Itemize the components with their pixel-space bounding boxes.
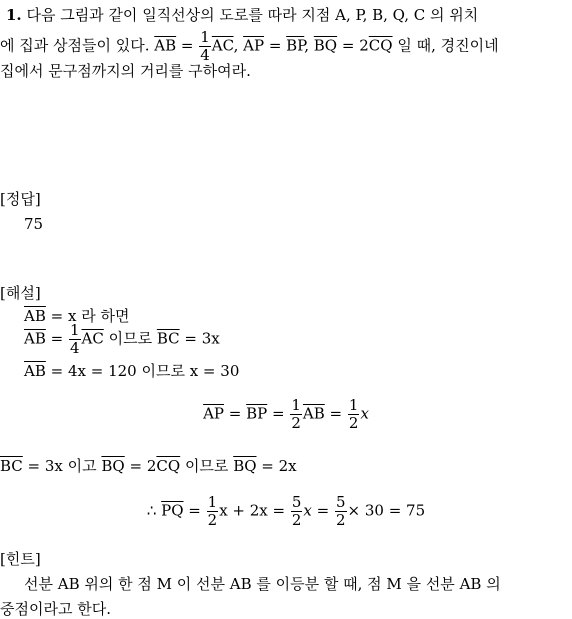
fraction-one-half: $\frac{1}{2}$ (291, 396, 301, 432)
hint-header: [힌트] (0, 550, 41, 568)
solution-equation-1: $\overline{AP} = \overline{BP}$ = $\frac{1}{2}$ $\overline{AB}$ = $\frac{1}{2}$ x (203, 396, 369, 432)
solution-line-3: $\overline{AB} = 4x = 120$ 이므로 x = 30 (24, 362, 240, 380)
solution-line-4: $\overline{BC} = 3x$ 이고 $\overline{BQ} = 2\overline{CQ}$ 이므로 $\overline{BQ} = 2x$ (0, 457, 297, 475)
solution-header: [해설] (0, 284, 41, 302)
answer-value: 75 (24, 215, 44, 233)
segment-ab: $\overline{AB}$ (154, 36, 177, 55)
solution-equation-2: ∴ $\overline{PQ}$ = $\frac{1}{2}$ x + 2x = $\frac{5}{2}$ x = $\frac{5}{2}$ × 30 = 75 (146, 493, 426, 529)
fraction-one-quarter: $\frac{1}{4}$ (69, 321, 80, 357)
hint-line-2: 중점이라고 한다. (0, 600, 111, 618)
problem-line-3: 집에서 문구점까지의 거리를 구하여라. (0, 62, 251, 80)
fraction-one-half: $\frac{1}{2}$ (348, 396, 359, 432)
problem-number: 1. (6, 6, 22, 24)
solution-line-2: $\overline{AB}$ = $\frac{1}{4}$ $\overline{AC}$ 이므로 $\overline{BC} = 3x$ (24, 321, 220, 357)
fraction-one-half: $\frac{1}{2}$ (207, 493, 218, 529)
fraction-one-quarter: $\frac{1}{4}$ (200, 28, 210, 64)
solution-line-1: $\overline{AB} = x$ 라 하면 (24, 307, 130, 325)
problem-text-1: 다음 그림과 같이 일직선상의 도로를 따라 지점 A, P, B, Q, C 의 위치 (26, 6, 479, 24)
problem-line-1 (6, 4, 478, 25)
answer-header: [정답] (0, 190, 41, 208)
fraction-five-halves: $\frac{5}{2}$ (335, 493, 346, 529)
problem-line-2: 에 집과 상점들이 있다. $\overline{AB}$ = $\frac{1}{4}$ $\overline{AC}$, $\overline{AP} = \overline{BP}$, $\overline{BQ} = 2\overline{CQ}$ 일 때, 경진이네 (0, 28, 499, 64)
fraction-five-halves: $\frac{5}{2}$ (291, 493, 302, 529)
hint-line-1: 선분 AB 위의 한 점 M 이 선분 AB 를 이등분 할 때, 점 M 을 선분 AB 의 (24, 575, 501, 593)
